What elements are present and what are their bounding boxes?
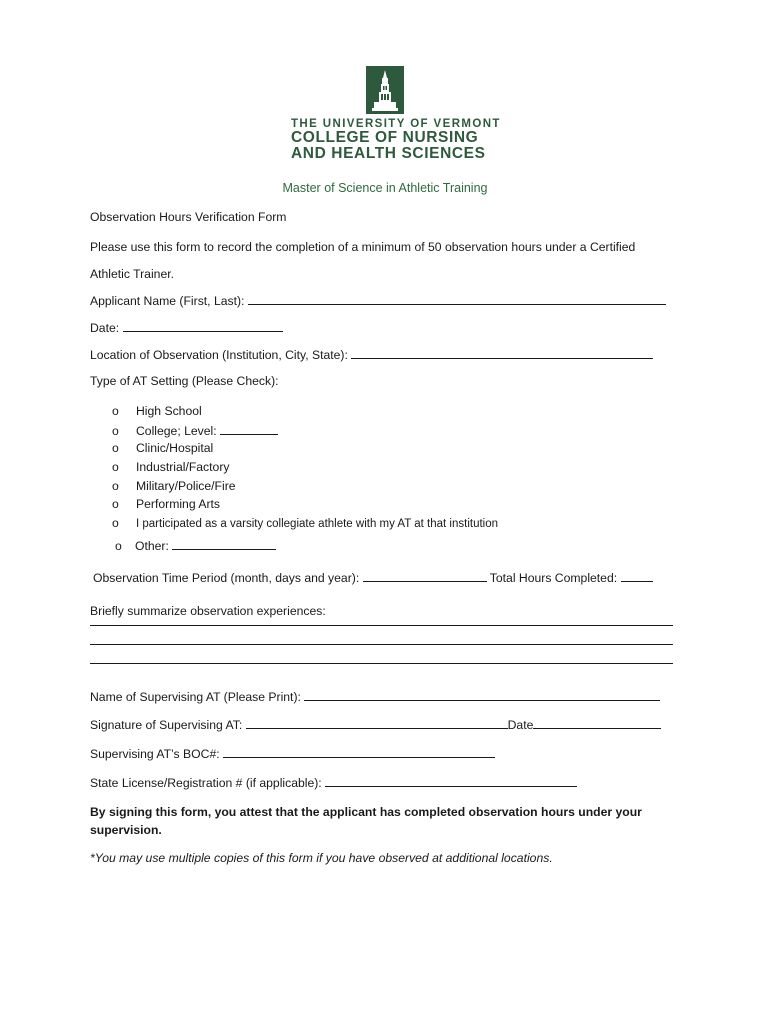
boc-row (90, 746, 495, 761)
setting-options-list (112, 404, 498, 557)
university-logo (0, 66, 770, 119)
college-name (291, 130, 486, 162)
summary-line-2[interactable] (90, 644, 673, 645)
date-field[interactable] (123, 320, 283, 332)
checkbox-bullet-icon[interactable]: o (112, 516, 119, 531)
other-setting-field[interactable] (172, 538, 276, 550)
date-label: Date: (90, 321, 120, 335)
attestation-line-1: By signing this form, you attest that the applicant has completed observation hours under your (90, 805, 642, 819)
program-title: Master of Science in Athletic Training (282, 181, 488, 195)
summary-line-3[interactable] (90, 663, 673, 664)
license-row (90, 775, 577, 790)
signature-field[interactable] (246, 717, 508, 729)
multiple-copies-note: *You may use multiple copies of this form if you have observed at additional locations. (90, 851, 553, 865)
form-title: Observation Hours Verification Form (90, 210, 287, 224)
tower-seal-icon (366, 66, 404, 114)
checkbox-bullet-icon[interactable]: o (112, 404, 119, 418)
license-field[interactable] (325, 775, 577, 787)
boc-field[interactable] (223, 746, 495, 758)
option-high-school[interactable]: o High School (112, 404, 202, 418)
college-level-field[interactable] (220, 423, 278, 435)
date-row (90, 320, 283, 335)
total-hours-field[interactable] (621, 570, 653, 582)
signature-date-label: Date (507, 718, 534, 732)
checkbox-bullet-icon[interactable]: o (112, 497, 119, 512)
applicant-name-label: Applicant Name (First, Last): (90, 294, 245, 308)
summary-label: Briefly summarize observation experiences: (90, 604, 326, 618)
supervisor-name-label: Name of Supervising AT (Please Print): (90, 690, 301, 704)
applicant-name-field[interactable] (248, 293, 666, 305)
option-industrial-factory[interactable]: o Industrial/Factory (112, 460, 230, 475)
signature-date-field[interactable] (533, 717, 661, 729)
location-field[interactable] (351, 347, 653, 359)
college-line-1: COLLEGE OF NURSING (291, 129, 479, 146)
location-label: Location of Observation (Institution, City, State): (90, 348, 348, 362)
checkbox-bullet-icon[interactable]: o (112, 441, 119, 456)
option-varsity-athlete[interactable]: o I participated as a varsity collegiate athlete with my AT at that institution (112, 516, 499, 531)
checkbox-bullet-icon[interactable]: o (115, 538, 122, 553)
signature-label: Signature of Supervising AT: (90, 718, 243, 732)
option-college[interactable]: o College; Level: (112, 423, 498, 442)
supervisor-name-row (90, 689, 660, 704)
option-performing-arts[interactable]: o Performing Arts (112, 497, 220, 512)
checkbox-bullet-icon[interactable]: o (112, 460, 119, 475)
setting-label: Type of AT Setting (Please Check): (90, 374, 279, 388)
location-row (90, 347, 653, 362)
time-period-label: Observation Time Period (month, days and year): (93, 571, 360, 585)
intro-line-2: Athletic Trainer. (90, 267, 174, 281)
applicant-name-row (90, 293, 666, 308)
supervisor-name-field[interactable] (304, 689, 660, 701)
time-period-row (93, 570, 653, 585)
total-hours-label: Total Hours Completed: (489, 571, 618, 585)
university-name: THE UNIVERSITY OF VERMONT (291, 118, 501, 130)
boc-label: Supervising AT’s BOC#: (90, 747, 220, 761)
checkbox-bullet-icon[interactable]: o (112, 423, 119, 438)
option-military-police-fire[interactable]: o Military/Police/Fire (112, 478, 236, 493)
time-period-field[interactable] (363, 570, 487, 582)
intro-line-1: Please use this form to record the completion of a minimum of 50 observation hours under a Certified (90, 240, 636, 254)
option-other[interactable]: o Other: (112, 538, 498, 557)
signature-row (90, 717, 661, 732)
college-line-2: AND HEALTH SCIENCES (291, 145, 486, 162)
summary-line-1[interactable] (90, 625, 673, 626)
license-label: State License/Registration # (if applicable): (90, 776, 322, 790)
checkbox-bullet-icon[interactable]: o (112, 478, 119, 493)
attestation-line-2: supervision. (90, 823, 162, 837)
option-clinic-hospital[interactable]: o Clinic/Hospital (112, 441, 214, 456)
